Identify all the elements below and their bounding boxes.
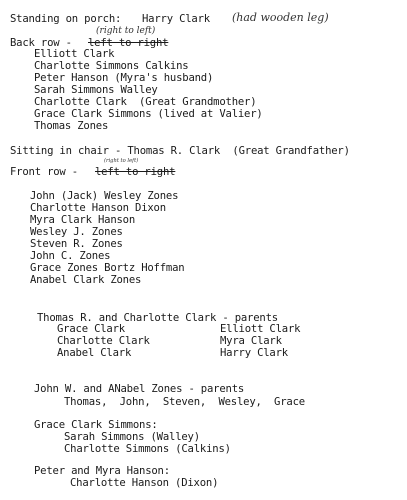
back-row-name-5: Charlotte Clark (Great Grandmother) [34, 96, 257, 108]
clark-child-right-2: Myra Clark [220, 335, 282, 347]
zones-children: Thomas, John, Steven, Wesley, Grace [64, 396, 305, 408]
zones-family-heading: John W. and ANabel Zones - parents [34, 383, 245, 395]
simmons-family-heading: Grace Clark Simmons: [34, 419, 158, 431]
hanson-family-heading: Peter and Myra Hanson: [34, 465, 170, 477]
front-row-handwritten-correction: (right to left) [104, 158, 139, 164]
clark-child-left-2: Charlotte Clark [57, 335, 150, 347]
back-row-handwritten-correction: (right to left) [96, 26, 156, 36]
simmons-child-1: Sarah Simmons (Walley) [64, 431, 200, 443]
back-row-name-6: Grace Clark Simmons (lived at Valier) [34, 108, 263, 120]
back-row-name-1: Elliott Clark [34, 48, 115, 60]
front-row-name-4: Wesley J. Zones [30, 226, 123, 238]
front-row-name-1: John (Jack) Wesley Zones [30, 190, 179, 202]
front-row-name-5: Steven R. Zones [30, 238, 123, 250]
front-row-struck-order: left to right [95, 166, 176, 178]
simmons-child-2: Charlotte Simmons (Calkins) [64, 443, 231, 455]
clark-child-left-1: Grace Clark [57, 323, 125, 335]
front-row-name-7: Grace Zones Bortz Hoffman [30, 262, 185, 274]
clark-child-right-1: Elliott Clark [220, 323, 301, 335]
clark-family-heading: Thomas R. and Charlotte Clark - parents [37, 312, 278, 324]
chair-line: Sitting in chair - Thomas R. Clark (Great Grandfather) [10, 145, 350, 157]
back-row-struck-order: left to right [88, 37, 169, 49]
porch-label: Standing on porch: [10, 13, 122, 25]
back-row-name-3: Peter Hanson (Myra's husband) [34, 72, 214, 84]
front-row-name-3: Myra Clark Hanson [30, 214, 136, 226]
back-row-name-2: Charlotte Simmons Calkins [34, 60, 189, 72]
back-row-name-4: Sarah Simmons Walley [34, 84, 158, 96]
hanson-child-1: Charlotte Hanson (Dixon) [70, 477, 219, 489]
clark-child-right-3: Harry Clark [220, 347, 288, 359]
front-row-name-8: Anabel Clark Zones [30, 274, 142, 286]
back-row-name-7: Thomas Zones [34, 120, 109, 132]
front-row-name-6: John C. Zones [30, 250, 111, 262]
porch-handwritten-note: (had wooden leg) [232, 11, 329, 24]
front-row-label: Front row - [10, 166, 78, 178]
back-row-label: Back row - [10, 37, 72, 49]
clark-child-left-3: Anabel Clark [57, 347, 132, 359]
porch-name: Harry Clark [142, 13, 210, 25]
front-row-name-2: Charlotte Hanson Dixon [30, 202, 166, 214]
